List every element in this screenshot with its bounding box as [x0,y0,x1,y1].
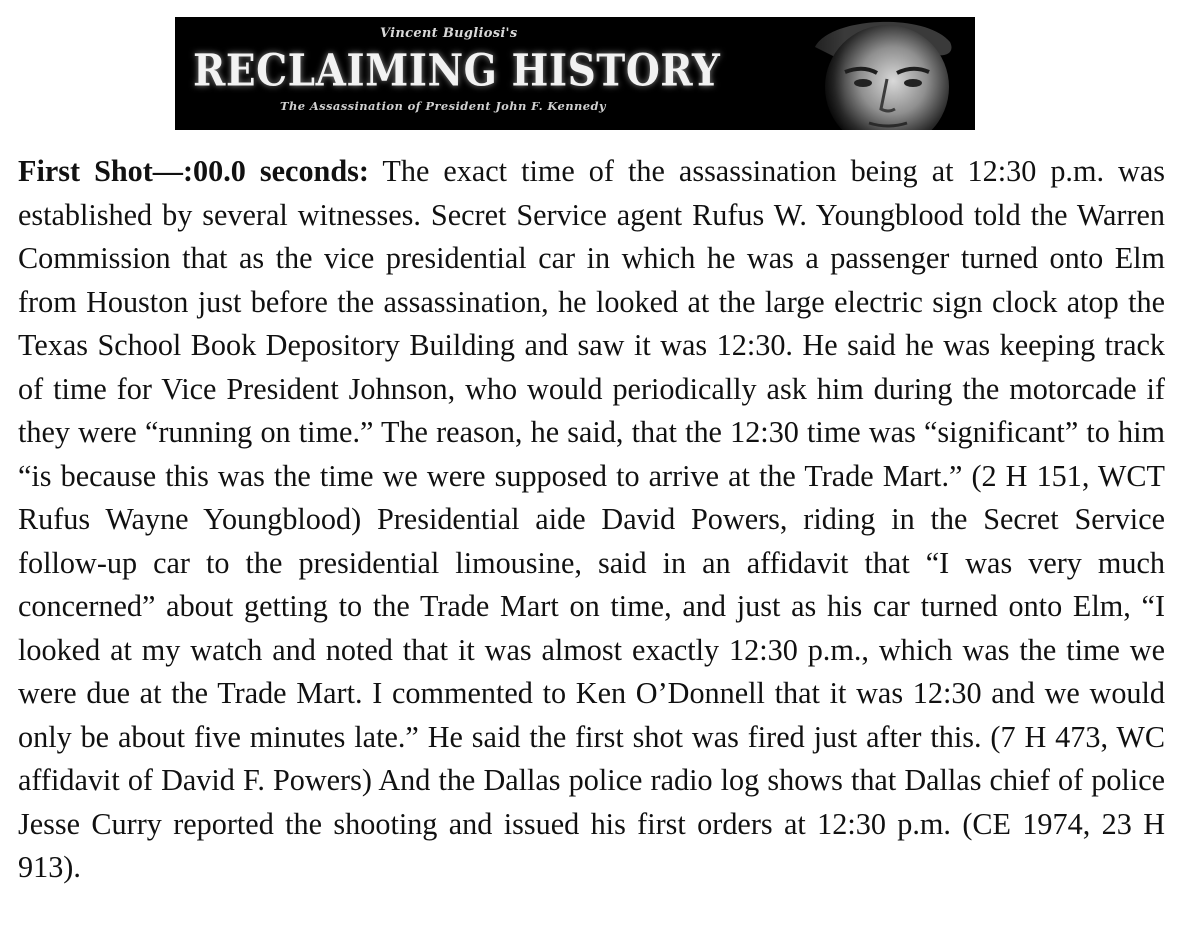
portrait-photo [775,17,975,130]
banner-byline: Vincent Bugliosi's [380,26,518,41]
article-paragraph [18,150,1165,890]
book-banner [175,17,975,130]
article-body: The exact time of the assassination being at 12:30 p.m. was established by several witnesses. Secret Service agent Rufus W. Youngblood told the Warren Commission that as the vice presidential car in which he was a passenger turned onto Elm from Houston just before the assassination, he looked at the large electric sign clock atop the Texas School Book Depository Building and saw it was 12:30. He said he was keeping track of time for Vice President Johnson, who would periodically ask him during the motorcade if they were “running on time.” The reason, he said, that the 12:30 time was “significant” to him “is because this was the time we were supposed to arrive at the Trade Mart.” (2 H 151, WCT Rufus Wayne Youngblood) Presidential aide David Powers, riding in the Secret Service follow-up car to the presidential limousine, said in an affidavit that “I was very much concerned” about getting to the Trade Mart on time, and just as his car turned onto Elm, “I looked at my watch and noted that it was almost exactly 12:30 p.m., which was the time we were due at the Trade Mart. I commented to Ken O’Donnell that it was 12:30 and we would only be about five minutes late.” He said the first shot was fired just after this. (7 H 473, WC affidavit of David F. Powers) And the Dallas police radio log shows that Dallas chief of police Jesse Curry reported the shooting and issued his first orders at 12:30 p.m. (CE 1974, 23 H 913). [18,154,1165,884]
banner-subtitle: The Assassination of President John F. Kennedy [280,99,607,113]
section-heading: First Shot—:00.0 seconds: [18,154,369,188]
banner-title: RECLAIMING HISTORY [193,45,721,97]
